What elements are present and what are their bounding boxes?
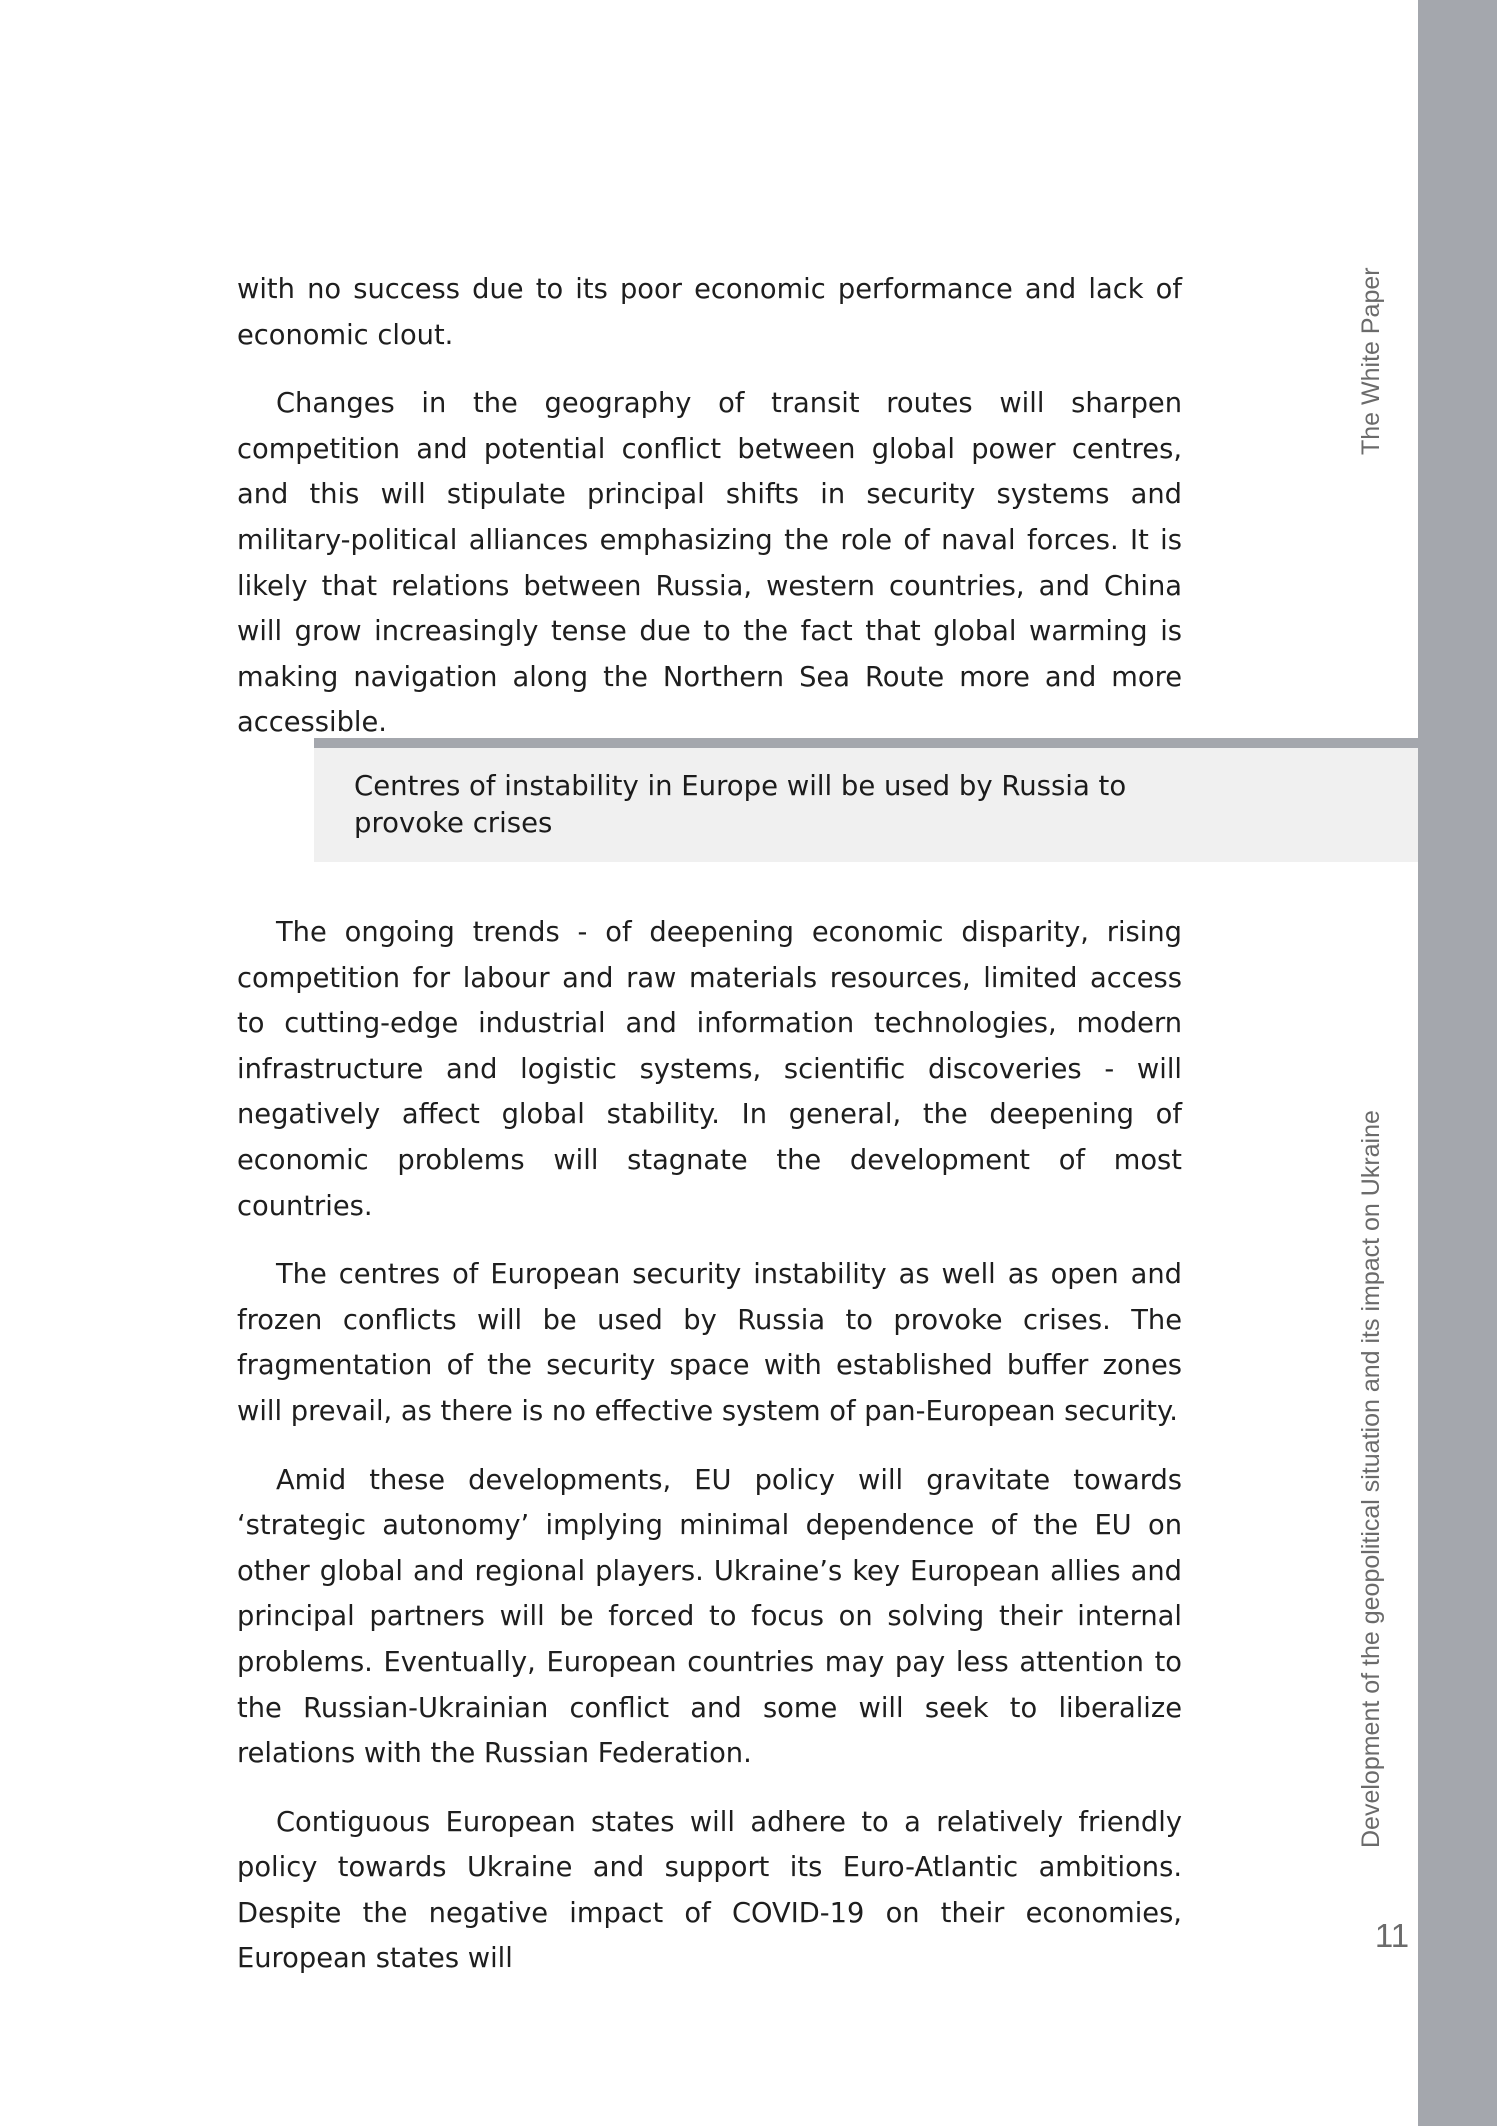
running-title-label: The White Paper [1357,267,1385,455]
chapter-title-label: Development of the geopolitical situation and its impact on Ukraine [1357,1110,1385,1848]
paragraph: Amid these developments, EU policy will gravitate towards ‘strategic autonomy’ implying minimal dependence of the EU on other global and regional players. Ukraine’s key European allies and principal partners will be forced to focus on solving their internal problems. Eventually, European countries may pay less attention to the Russian-Ukrainian conflict and some will seek to liberalize relations with the Russian Federation. [237,1464,1182,1770]
callout-text: Centres of instability in Europe will be used by Russia to provoke crises [354,770,1127,839]
text-block-bottom [237,910,1182,1982]
page-number: 11 [1374,1917,1410,1954]
text-block-top [237,267,1182,746]
paragraph: Contiguous European states will adhere to a relatively friendly policy towards Ukraine and support its Euro-Atlantic ambitions. Despite the negative impact of COVID-19 on their economies, European states will [237,1806,1182,1975]
callout-heading [314,738,1418,862]
paragraph: The centres of European security instability as well as open and frozen conflicts will be used by Russia to provoke crises. The fragmentation of the security space with established buffer zones will prevail, as there is no effective system of pan-European security. [237,1259,1182,1427]
paragraph: Changes in the geography of transit routes will sharpen competition and potential conflict between global power centres, and this will stipulate principal shifts in security systems and military-political alliances emphasizing the role of naval forces. It is likely that relations between Russia, western countries, and China will grow increasingly tense due to the fact that global warming is making navigation along the Northern Sea Route more and more accessible. [237,388,1182,739]
paragraph: The ongoing trends - of deepening economic disparity, rising competition for labour and raw materials resources, limited access to cutting-edge industrial and information technologies, modern infrastructure and logistic systems, scientific discoveries - will negatively affect global stability. In general, the deepening of economic problems will stagnate the development of most countries. [237,917,1182,1222]
sidebar-band [1418,0,1497,2126]
paragraph: with no success due to its poor economic performance and lack of economic clout. [237,274,1182,351]
callout-rule [314,738,1418,748]
callout-box [314,748,1418,862]
